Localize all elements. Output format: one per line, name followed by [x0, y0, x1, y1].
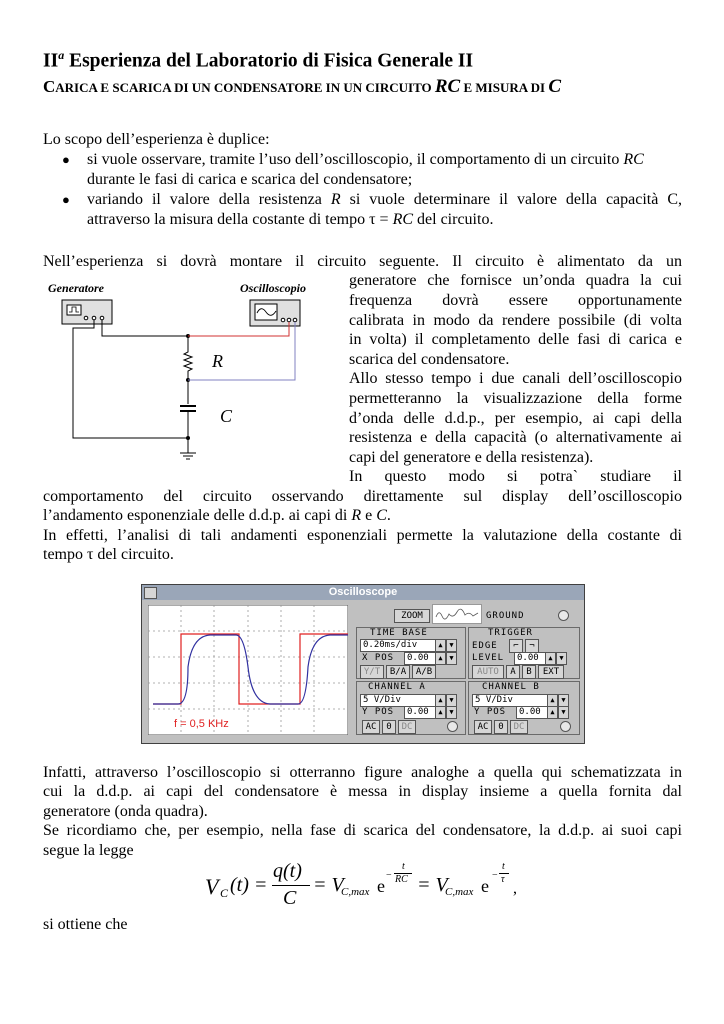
ground-icon — [180, 453, 196, 459]
bullet-2-icon: ● — [62, 192, 70, 207]
channel-b-down-icon[interactable]: ▼ — [558, 694, 569, 707]
zoom-button[interactable]: ZOOM — [394, 609, 430, 623]
x-pos-label: X POS — [362, 653, 395, 663]
channel-a-volts-field[interactable]: 5 V/Div — [360, 694, 436, 707]
para2-right-5: scarica del condensatore. — [349, 351, 510, 368]
channel-b-ac-button[interactable]: AC — [474, 720, 492, 734]
edge-label: EDGE — [472, 641, 498, 651]
yt-button[interactable]: Y/T — [360, 665, 384, 679]
channel-a-ypos-field[interactable]: 0.00 — [404, 706, 436, 719]
edge-falling-button[interactable]: ¬ — [525, 639, 539, 653]
intro-line: Lo scopo dell’esperienza è duplice: — [43, 131, 270, 148]
para2-right-9: resistenza e della capacità (o alternativamente ai — [349, 429, 682, 446]
resistor-symbol — [184, 346, 192, 404]
channel-b-ypos-label: Y POS — [474, 707, 507, 717]
para2-right-4: in volta) il completamento delle fasi di carica e — [349, 331, 682, 348]
ground-terminal[interactable] — [558, 610, 569, 621]
channel-b-ypos-field[interactable]: 0.00 — [516, 706, 548, 719]
document-title: $II^a$ Esperienza del Laboratorio di Fisica Generale II — [43, 48, 474, 72]
channel-a-zero-button[interactable]: 0 — [382, 720, 396, 734]
para2-line-5: tempo τ del circuito. — [43, 546, 174, 563]
channel-b-volts-field[interactable]: 5 V/Div — [472, 694, 548, 707]
oscilloscopio-label: Oscilloscopio — [240, 281, 306, 295]
channel-b-zero-button[interactable]: 0 — [494, 720, 508, 734]
auto-button[interactable]: AUTO — [472, 665, 504, 679]
para3-line-1: Infatti, attraverso l’oscilloscopio si otterranno figure analoghe a quella qui schematizzata in — [43, 764, 682, 781]
ba-button[interactable]: B/A — [386, 665, 410, 679]
para3-line-2: cui la d.d.p. ai capi del condensatore è messa in display insieme a quella fornita dal — [43, 783, 682, 800]
para2-right-7: permetteranno la visualizzazione della forme — [349, 390, 682, 407]
channel-a-ypos-label: Y POS — [362, 707, 395, 717]
signature-image — [432, 604, 482, 624]
ab-button[interactable]: A/B — [412, 665, 436, 679]
discharge-formula: V C (t) = q(t) C = V C,max e − t RC = V C,max e − t τ , — [205, 860, 517, 909]
channel-a-ypos-up-icon[interactable]: ▲ — [435, 706, 446, 719]
para2-right-8: d’onda delle d.d.p., per esempio, ai capi della — [349, 410, 682, 427]
para2-line-1: Nell’esperienza si dovrà montare il circuito seguente. Il circuito è alimentato da un — [43, 253, 682, 270]
channel-a-dc-button[interactable]: DC — [398, 720, 416, 734]
para3-line-5: segue la legge — [43, 842, 134, 859]
para2-line-4: In effetti, l’analisi di tali andamenti esponenziali permette la valutazione della costante di — [43, 527, 682, 544]
resistor-label: R — [212, 351, 223, 371]
generatore-label: Generatore — [48, 281, 104, 295]
channel-b-ypos-up-icon[interactable]: ▲ — [547, 706, 558, 719]
bullet-1-line-2: durante le fasi di carica e scarica del condensatore; — [87, 171, 413, 188]
level-down-icon[interactable]: ▼ — [556, 652, 567, 665]
channel-a-title: CHANNEL A — [368, 682, 426, 692]
para2-right-6: Allo stesso tempo i due canali dell’oscilloscopio — [349, 370, 682, 387]
bullet-1-icon: ● — [62, 152, 70, 167]
channel-a-ypos-down-icon[interactable]: ▼ — [446, 706, 457, 719]
edge-rising-button[interactable]: ⌐ — [509, 639, 523, 653]
rc-circuit-diagram — [40, 278, 340, 468]
frequency-label: f = 0,5 KHz — [174, 718, 229, 730]
channel-b-ypos-down-icon[interactable]: ▼ — [558, 706, 569, 719]
time-base-field[interactable]: 0.20ms/div — [360, 639, 436, 652]
closing-line: si ottiene che — [43, 916, 128, 933]
time-base-up-icon[interactable]: ▲ — [435, 639, 446, 652]
x-pos-down-icon[interactable]: ▼ — [446, 652, 457, 665]
bullet-2-line-2: attraverso la misura della costante di tempo τ = RC del circuito. — [87, 211, 494, 228]
window-menu-icon[interactable] — [144, 587, 157, 599]
oscilloscope-titlebar: Oscilloscope — [142, 585, 584, 600]
trigger-title: TRIGGER — [488, 628, 533, 638]
capacitor-label: C — [220, 406, 233, 426]
level-field[interactable]: 0.00 — [514, 652, 546, 665]
para2-right-11: In questo modo si potra` studiare il — [349, 468, 682, 485]
para2-right-1: generatore che fornisce un’onda quadra la cui — [349, 272, 682, 289]
para3-line-4: Se ricordiamo che, per esempio, nella fase di scarica del condensatore, la d.d.p. ai suoi capi — [43, 822, 682, 839]
para2-right-2: frequenza dovrà essere opportunamente — [349, 292, 682, 309]
time-base-title: TIME BASE — [370, 628, 428, 638]
trigger-b-button[interactable]: B — [522, 665, 536, 679]
blue-probe-wire — [188, 322, 295, 380]
trigger-a-button[interactable]: A — [506, 665, 520, 679]
level-label: LEVEL — [472, 653, 505, 663]
para3-line-3: generatore (onda quadra). — [43, 803, 208, 820]
bullet-1-line-1: si vuole osservare, tramite l’uso dell’oscilloscopio, il comportamento di un circuito RC — [87, 151, 644, 168]
channel-a-down-icon[interactable]: ▼ — [446, 694, 457, 707]
oscilloscope-panel — [141, 584, 585, 744]
trigger-ext-button[interactable]: EXT — [538, 665, 564, 679]
para2-line-2: comportamento del circuito osservando direttamente sul display dell’oscilloscopio — [43, 488, 682, 505]
document-subtitle: CARICA E SCARICA DI UN CONDENSATORE IN UN CIRCUITO RC E MISURA DI C — [43, 76, 562, 97]
channel-b-title: CHANNEL B — [482, 682, 540, 692]
time-base-down-icon[interactable]: ▼ — [446, 639, 457, 652]
channel-a-up-icon[interactable]: ▲ — [435, 694, 446, 707]
para2-right-10: capi del generatore e della resistenza). — [349, 449, 594, 466]
channel-b-terminal[interactable] — [560, 721, 571, 732]
oscilloscope-display — [148, 605, 348, 735]
para2-line-3: l’andamento esponenziale delle d.d.p. ai capi di R e C. — [43, 507, 391, 524]
generator-icon — [62, 300, 112, 324]
channel-a-ac-button[interactable]: AC — [362, 720, 380, 734]
x-pos-field[interactable]: 0.00 — [404, 652, 436, 665]
channel-a-terminal[interactable] — [447, 721, 458, 732]
channel-b-up-icon[interactable]: ▲ — [547, 694, 558, 707]
channel-b-dc-button[interactable]: DC — [510, 720, 528, 734]
para2-right-3: calibrata in modo da rendere possibile (di volta — [349, 312, 682, 329]
bullet-2-line-1: variando il valore della resistenza R si vuole determinare il valore della capacità C, — [87, 191, 682, 208]
x-pos-up-icon[interactable]: ▲ — [435, 652, 446, 665]
oscilloscope-icon — [250, 300, 300, 326]
level-up-icon[interactable]: ▲ — [545, 652, 556, 665]
ground-label: GROUND — [486, 611, 525, 621]
capacitor-symbol — [180, 406, 196, 453]
